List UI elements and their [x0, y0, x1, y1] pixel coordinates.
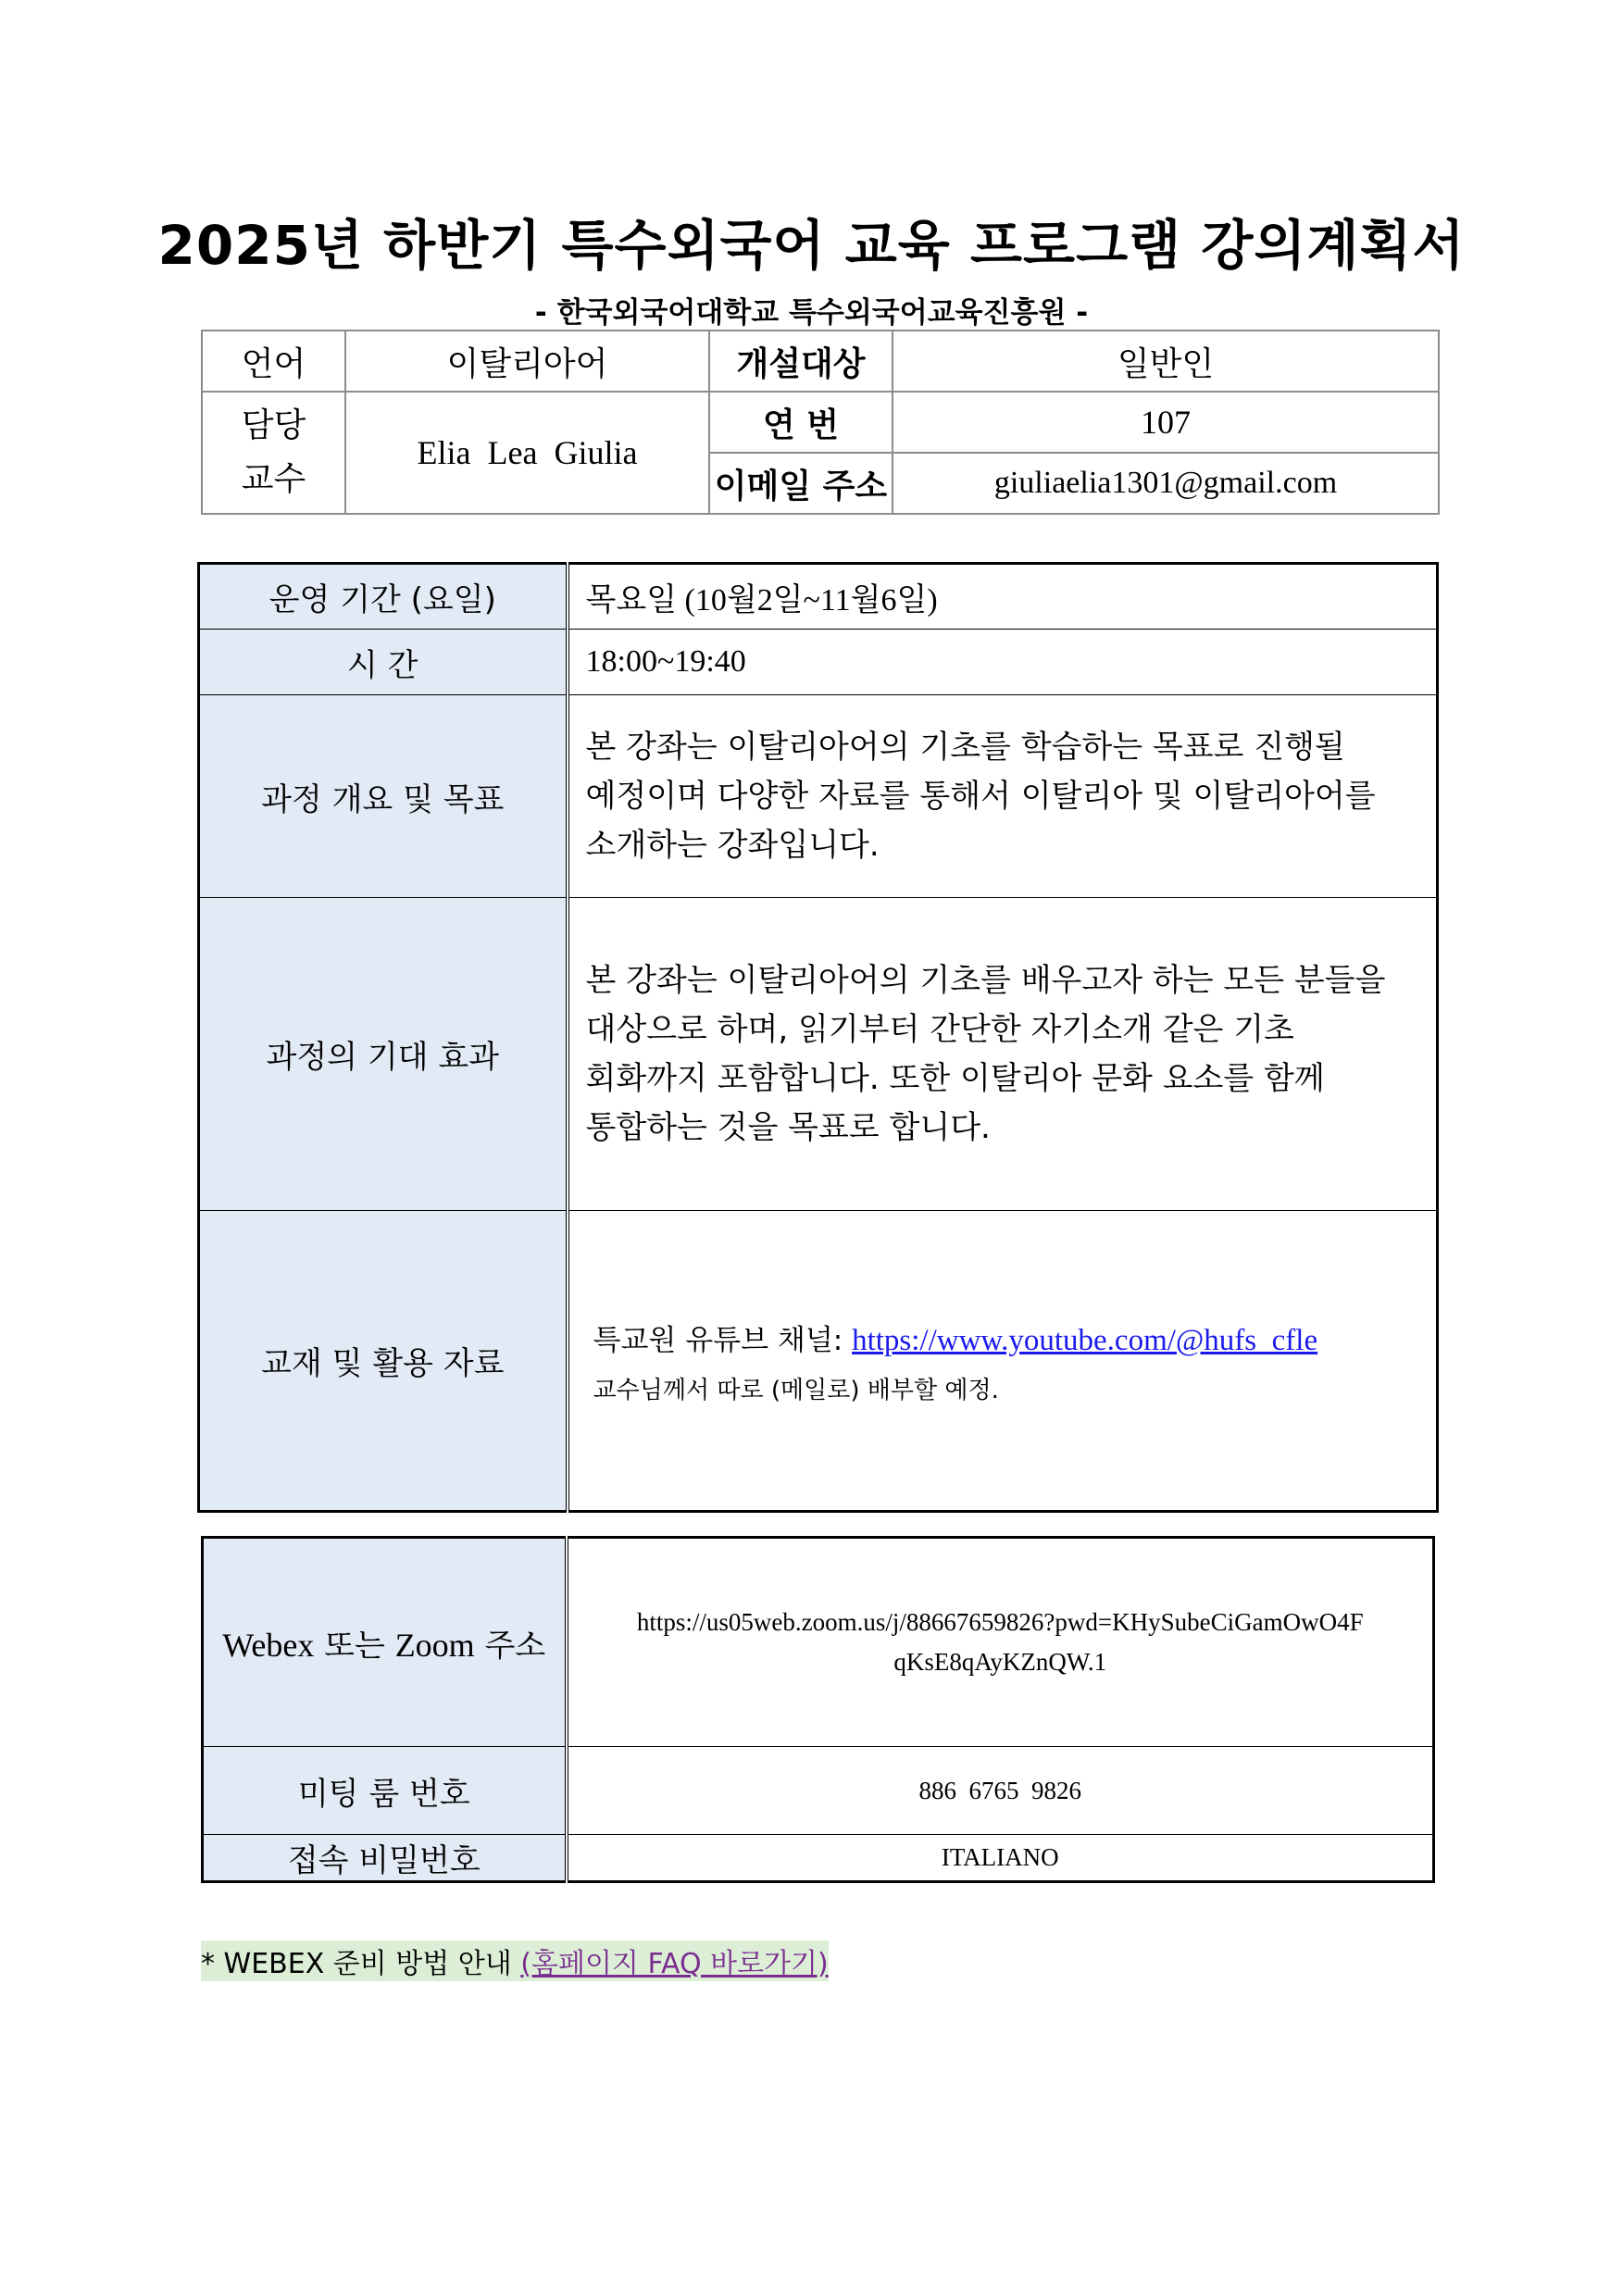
effect-line: 대상으로 하며, 읽기부터 간단한 자기소개 같은 기초 [585, 1010, 1294, 1048]
serial-value: 107 [893, 392, 1439, 453]
effect-line: 본 강좌는 이탈리아어의 기초를 배우고자 하는 모든 분들을 [585, 961, 1386, 999]
or-text: 또는 [324, 1627, 385, 1665]
language-label: 언어 [202, 331, 345, 392]
period-value: 목요일 (10월2일~11월6일) [568, 564, 1438, 630]
materials-cell [568, 1211, 1438, 1512]
info-table [201, 330, 1440, 515]
overview-line: 본 강좌는 이탈리아어의 기초를 학습하는 목표로 진행될 [585, 728, 1345, 766]
effect-text [568, 898, 1438, 1211]
overview-text [568, 695, 1438, 898]
professor-label-line2: 교수 [241, 460, 306, 498]
webex-guide-text: * WEBEX 준비 방법 안내 [201, 1948, 521, 1980]
password-label: 접속 비밀번호 [203, 1835, 567, 1882]
overview-line: 소개하는 강좌입니다. [585, 826, 880, 864]
address-text: 주소 [484, 1627, 546, 1665]
materials-prefix: 특교원 유튜브 채널: [593, 1323, 853, 1357]
materials-line [593, 1316, 1437, 1358]
period-label: 운영 기간 (요일) [199, 564, 568, 630]
email-label: 이메일 주소 [709, 453, 893, 514]
room-label: 미팅 룸 번호 [203, 1747, 567, 1835]
professor-label [202, 392, 345, 514]
professor-label-line1: 담당 [241, 406, 306, 444]
effect-label: 과정의 기대 효과 [199, 898, 568, 1211]
target-label: 개설대상 [709, 331, 893, 392]
zoom-url-line2: qKsE8qAyKZnQW.1 [893, 1648, 1107, 1676]
effect-line: 통합하는 것을 목표로 합니다. [585, 1108, 991, 1146]
course-table [197, 562, 1439, 1513]
webex-text: Webex [222, 1626, 315, 1664]
materials-label: 교재 및 활용 자료 [199, 1211, 568, 1512]
meeting-table [201, 1536, 1435, 1883]
faq-link[interactable]: (홈페이지 FAQ 바로가기) [520, 1948, 829, 1980]
webex-guide-note [201, 1940, 829, 1981]
room-value: 886 6765 9826 [567, 1747, 1434, 1835]
professor-value: Elia Lea Giulia [345, 392, 709, 514]
overview-line: 예정이며 다양한 자료를 통해서 이탈리아 및 이탈리아어를 [585, 777, 1376, 815]
zoom-url[interactable] [567, 1538, 1434, 1747]
youtube-link[interactable]: https://www.youtube.com/@hufs_cfle [852, 1323, 1318, 1357]
serial-label: 연 번 [709, 392, 893, 453]
password-value: ITALIANO [567, 1835, 1434, 1882]
page-title: 2025년 하반기 특수외국어 교육 프로그램 강의계획서 [157, 214, 1466, 277]
zoom-text: Zoom [394, 1626, 475, 1664]
effect-line: 회화까지 포함합니다. 또한 이탈리아 문화 요소를 함께 [585, 1059, 1325, 1097]
materials-note: 교수님께서 따로 (메일로) 배부할 예정. [593, 1376, 999, 1404]
overview-label: 과정 개요 및 목표 [199, 695, 568, 898]
time-value: 18:00~19:40 [568, 630, 1438, 695]
target-value: 일반인 [893, 331, 1439, 392]
email-value[interactable]: giuliaelia1301@gmail.com [893, 453, 1439, 514]
page-subtitle: - 한국외국어대학교 특수외국어교육진흥원 - [534, 296, 1089, 330]
zoom-url-line1: https://us05web.zoom.us/j/88667659826?pwd=KHySubeCiGamOwO4F [636, 1608, 1364, 1636]
time-label: 시 간 [199, 630, 568, 695]
address-label [203, 1538, 567, 1747]
language-value: 이탈리아어 [345, 331, 709, 392]
